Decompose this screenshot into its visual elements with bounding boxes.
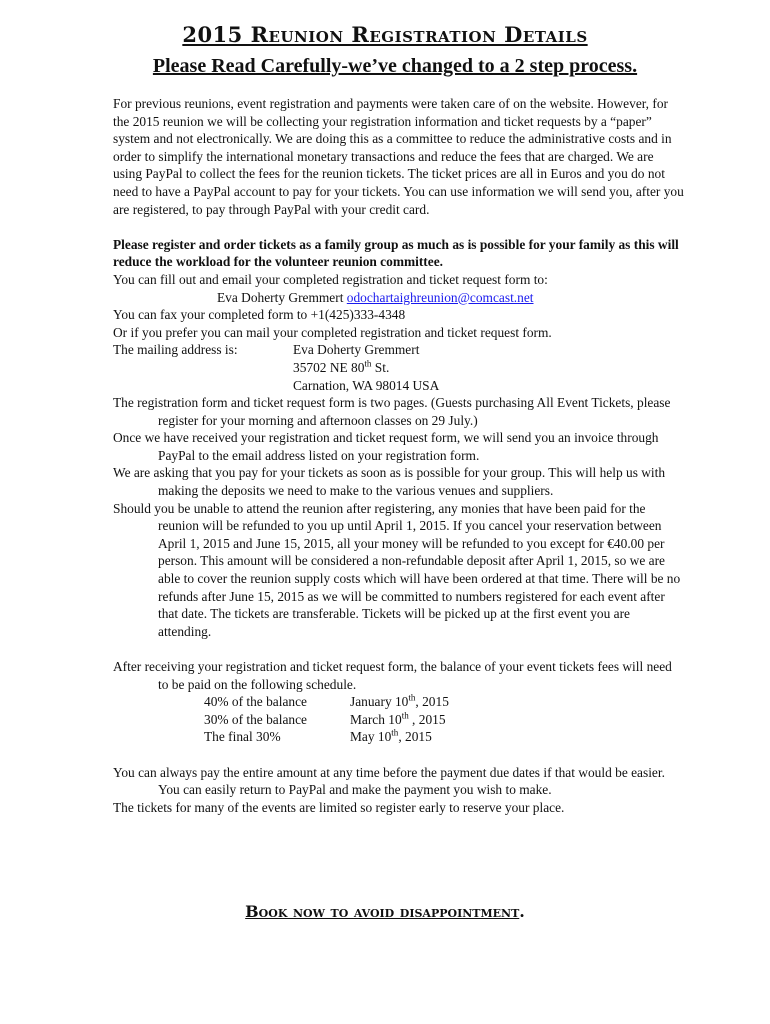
mail-line: Or if you prefer you can mail your completed registration and ticket request form. — [113, 324, 552, 340]
email-instruction: You can fill out and email your completed registration and ticket request form to: — [113, 271, 548, 287]
email-link[interactable]: odochartaighreunion@comcast.net — [346, 289, 534, 305]
document-body — [113, 95, 685, 816]
family-note: Please register and order tickets as a family group as much as is possible for your family as this will reduce the workload for the volunteer reunion committee. — [113, 236, 679, 270]
page-subtitle: Please Read Carefully-we’ve changed to a 2 step process. — [152, 55, 638, 77]
email-contact — [113, 289, 685, 307]
mailing-address-street: 35702 NE 80th St. — [293, 358, 390, 375]
mailing-address-name: Eva Doherty Gremmert — [293, 342, 420, 358]
closing-paragraph: The tickets for many of the events are limited so register early to reserve your place. — [113, 799, 565, 815]
refund-paragraph: Should you be unable to attend the reunion after registering, any monies that have been paid for the reunion will be refunded to you up until April 1, 2015. If you cancel your reservation between April 1, 2015 and June 15, 2015, all your money will be refunded to you except for €40.00 per person. This amount will be considered a non-refundable deposit after April 1, 2015, so we are able to cover the reunion supply costs which will have been ordered at that time. There will be no refunds after June 15, 2015 as we will be committed to numbers registered for each event after that date. The tickets are transferable. Tickets will be picked up at the first event you are attending. — [113, 500, 681, 639]
email-contact-name: Eva Doherty Gremmert — [217, 289, 344, 305]
mailing-address-city: Carnation, WA 98014 USA — [293, 377, 440, 393]
schedule-row: 30% of the balance March 10th , 2015 — [204, 710, 446, 727]
intro-paragraph: For previous reunions, event registration and payments were taken care of on the website. However, for the 2015 reunion we will be collecting your registration information and ticket requests by a “paper” system and not electronically. We are doing this as a committee to reduce the administrative costs and in order to simplify the international monetary transactions and reduce the fees that are charged. We are using PayPal to collect the fees for the reunion tickets. The ticket prices are all in Euros and you do not need to have a PayPal account to pay for your tickets. You can use information we will send you, after you are registered, to pay through PayPal with your credit card. — [113, 96, 684, 217]
page-title: 2015 Reunion Registration Details — [182, 22, 588, 47]
info-paragraph: We are asking that you pay for your tickets as soon as is possible for your group. This will help us with making the deposits we need to make to the various venues and suppliers. — [113, 465, 666, 499]
info-paragraph: The registration form and ticket request form is two pages. (Guests purchasing All Event Tickets, please register for your morning and afternoon classes on 29 July.) — [113, 395, 671, 428]
schedule-intro: After receiving your registration and ticket request form, the balance of your event tickets fees will need to be paid on the following schedule. — [113, 659, 672, 692]
schedule-row: The final 30% May 10th, 2015 — [204, 727, 432, 745]
closing-paragraph: You can always pay the entire amount at any time before the payment due dates if that would be easier. You can easily return to PayPal and make the payment you wish to make. — [113, 764, 665, 798]
mailing-address-label: The mailing address is: — [113, 342, 238, 358]
mailing-address — [113, 341, 685, 359]
footer-callout: Book now to avoid disappointment. — [245, 902, 525, 921]
schedule-row: 40% of the balance January 10th, 2015 — [204, 692, 449, 710]
fax-line: You can fax your completed form to +1(425)333-4348 — [113, 307, 406, 323]
info-paragraph: Once we have received your registration and ticket request form, we will send you an invoice through PayPal to the email address listed on your registration form. — [113, 430, 659, 463]
